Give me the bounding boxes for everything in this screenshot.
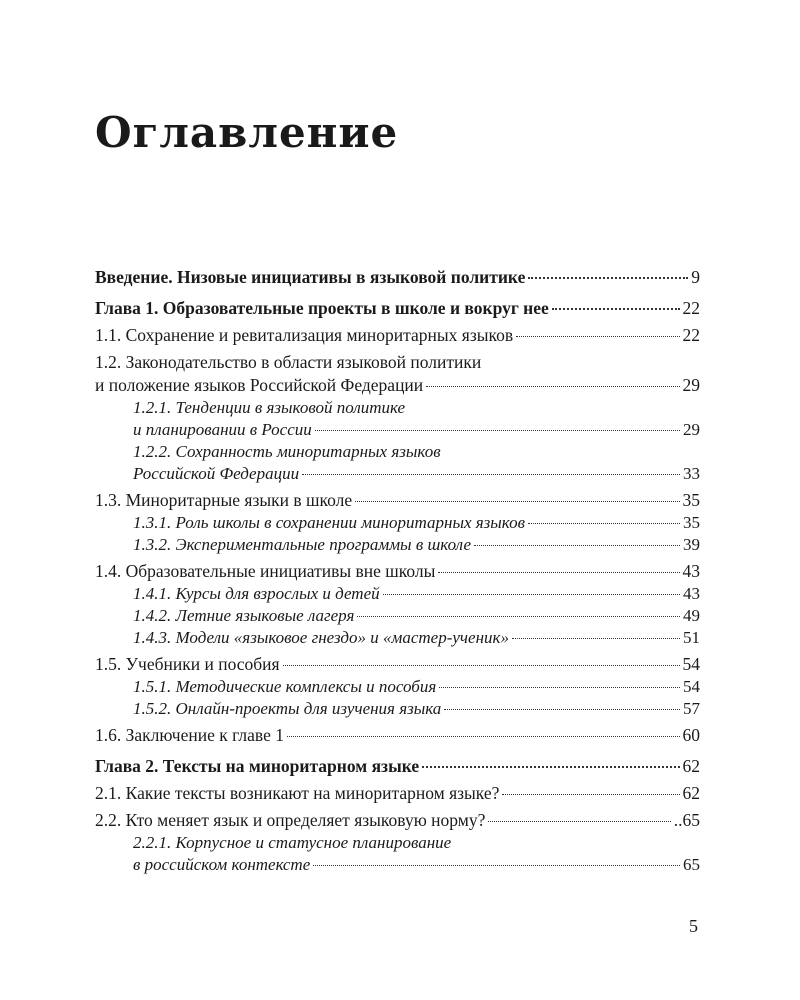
toc-entry-title: 1.2.2. Сохранность миноритарных языков [133, 442, 441, 461]
toc-entry-title: 1.4. Образовательные инициативы вне школы [95, 561, 436, 581]
toc-entry-title: 1.1. Сохранение и ревитализация миноритарных языков [95, 325, 514, 345]
toc-entry [95, 534, 700, 556]
toc-entry-line [95, 351, 700, 374]
toc-entry-page: 57 [683, 699, 700, 718]
dot-leader [439, 687, 680, 688]
toc-entry [95, 627, 700, 649]
dot-leader [552, 308, 680, 310]
toc-entry-line [133, 832, 700, 854]
toc-entry-title: Глава 1. Образовательные проекты в школе и вокруг нее [95, 298, 549, 318]
toc-entry-line [133, 627, 700, 649]
toc-entry-page: 29 [682, 375, 700, 395]
toc-entry [95, 512, 700, 534]
toc-entry [95, 489, 700, 512]
toc-entry-page: 60 [682, 725, 700, 745]
toc-entry-page: 54 [682, 654, 700, 674]
dot-leader [488, 821, 670, 822]
toc-entry-title: в российском контексте [133, 855, 311, 874]
toc-entry [95, 782, 700, 805]
toc-entry [95, 832, 700, 876]
dot-leader [287, 736, 680, 737]
toc-entry-page: 43 [683, 584, 700, 603]
toc-entry-line [133, 512, 700, 534]
toc-entry-title: 1.4.3. Модели «языковое гнездо» и «мастер-ученик» [133, 628, 509, 647]
toc-entry [95, 809, 700, 832]
toc-entry-line [133, 441, 700, 463]
toc-entry-page: 51 [683, 628, 700, 647]
dot-leader [283, 665, 680, 666]
toc-entry-page: 22 [682, 325, 700, 345]
toc-entry-title: 1.6. Заключение к главе 1 [95, 725, 284, 745]
toc-entry [95, 605, 700, 627]
toc-entry-line [95, 489, 700, 512]
dot-leader [422, 766, 679, 768]
dot-leader [313, 865, 680, 866]
toc-entry [95, 676, 700, 698]
dot-leader [355, 501, 679, 502]
toc-entry [95, 653, 700, 676]
toc-entry-line [133, 854, 700, 876]
toc-entry-line [133, 534, 700, 556]
toc-entry-page: 54 [683, 677, 700, 696]
toc-entry-title: 2.2. Кто меняет язык и определяет языковую норму? [95, 810, 486, 830]
toc-entry-page: 62 [682, 756, 700, 776]
toc-entry-line [95, 297, 700, 320]
toc-entry-line [133, 397, 700, 419]
toc-entry-page: 62 [682, 783, 700, 803]
toc-entry-line [133, 605, 700, 627]
dot-leader [528, 523, 680, 524]
toc-entry-page: ..65 [673, 810, 700, 830]
toc-entry-page: 65 [683, 855, 700, 874]
toc-entry-line [133, 463, 700, 485]
toc-entry-title: 2.2.1. Корпусное и статусное планирование [133, 833, 452, 852]
dot-leader [528, 277, 688, 279]
dot-leader [516, 336, 679, 337]
toc-entry-title: и положение языков Российской Федерации [95, 375, 424, 395]
toc-entry-page: 35 [683, 513, 700, 532]
toc-entry-page: 35 [682, 490, 700, 510]
toc-entry-page: 33 [683, 464, 700, 483]
toc-entry [95, 397, 700, 441]
toc-entry-title: 1.4.2. Летние языковые лагеря [133, 606, 355, 625]
dot-leader [502, 794, 679, 795]
toc-entry-line [95, 724, 700, 747]
toc-entry-line [95, 782, 700, 805]
toc-entry-page: 39 [683, 535, 700, 554]
toc-entry-title: 1.3.1. Роль школы в сохранении миноритарных языков [133, 513, 525, 532]
toc-entry-line [133, 419, 700, 441]
toc-entry [95, 351, 700, 397]
dot-leader [512, 638, 680, 639]
toc-entry-page: 49 [683, 606, 700, 625]
toc-entry-title: Российской Федерации [133, 464, 300, 483]
toc-entry-title: и планировании в России [133, 420, 312, 439]
toc-entry [95, 297, 700, 320]
toc-entry [95, 724, 700, 747]
toc-entry-title: Введение. Низовые инициативы в языковой политике [95, 267, 526, 287]
dot-leader [302, 474, 680, 475]
toc-entry-title: 1.5. Учебники и пособия [95, 654, 280, 674]
toc-entry-line [95, 809, 700, 832]
dot-leader [438, 572, 679, 573]
page-title: Оглавление [95, 108, 399, 157]
toc-entry-page: 22 [682, 298, 700, 318]
toc-entry [95, 266, 700, 289]
toc-entry [95, 755, 700, 778]
dot-leader [444, 709, 680, 710]
toc-entry-line [95, 324, 700, 347]
toc-entry-line [95, 560, 700, 583]
toc-entry-page: 29 [683, 420, 700, 439]
toc-entry [95, 583, 700, 605]
toc-entry-line [95, 653, 700, 676]
toc-entry-line [95, 755, 700, 778]
toc-entry-line [133, 698, 700, 720]
toc-entry-title: 1.5.2. Онлайн-проекты для изучения языка [133, 699, 442, 718]
toc-entry-title: 1.3. Миноритарные языки в школе [95, 490, 353, 510]
toc-entry-page: 43 [682, 561, 700, 581]
toc-entry-line [95, 266, 700, 289]
toc-entry-line [133, 583, 700, 605]
toc-entry [95, 698, 700, 720]
dot-leader [315, 430, 680, 431]
toc-entry-title: 2.1. Какие тексты возникают на миноритарном языке? [95, 783, 500, 803]
toc-entry-title: 1.3.2. Экспериментальные программы в школе [133, 535, 472, 554]
toc-entry-title: 1.2. Законодательство в области языковой политики [95, 352, 482, 372]
toc-entry-line [95, 374, 700, 397]
dot-leader [426, 386, 679, 387]
toc-entry [95, 324, 700, 347]
table-of-contents [95, 266, 700, 876]
dot-leader [357, 616, 680, 617]
toc-entry-title: Глава 2. Тексты на миноритарном языке [95, 756, 420, 776]
page-number: 5 [689, 916, 698, 936]
toc-entry [95, 441, 700, 485]
dot-leader [474, 545, 680, 546]
toc-entry-title: 1.5.1. Методические комплексы и пособия [133, 677, 437, 696]
toc-entry-title: 1.4.1. Курсы для взрослых и детей [133, 584, 380, 603]
toc-entry-title: 1.2.1. Тенденции в языковой политике [133, 398, 406, 417]
dot-leader [383, 594, 680, 595]
toc-entry [95, 560, 700, 583]
toc-entry-page: 9 [691, 267, 700, 287]
toc-entry-line [133, 676, 700, 698]
